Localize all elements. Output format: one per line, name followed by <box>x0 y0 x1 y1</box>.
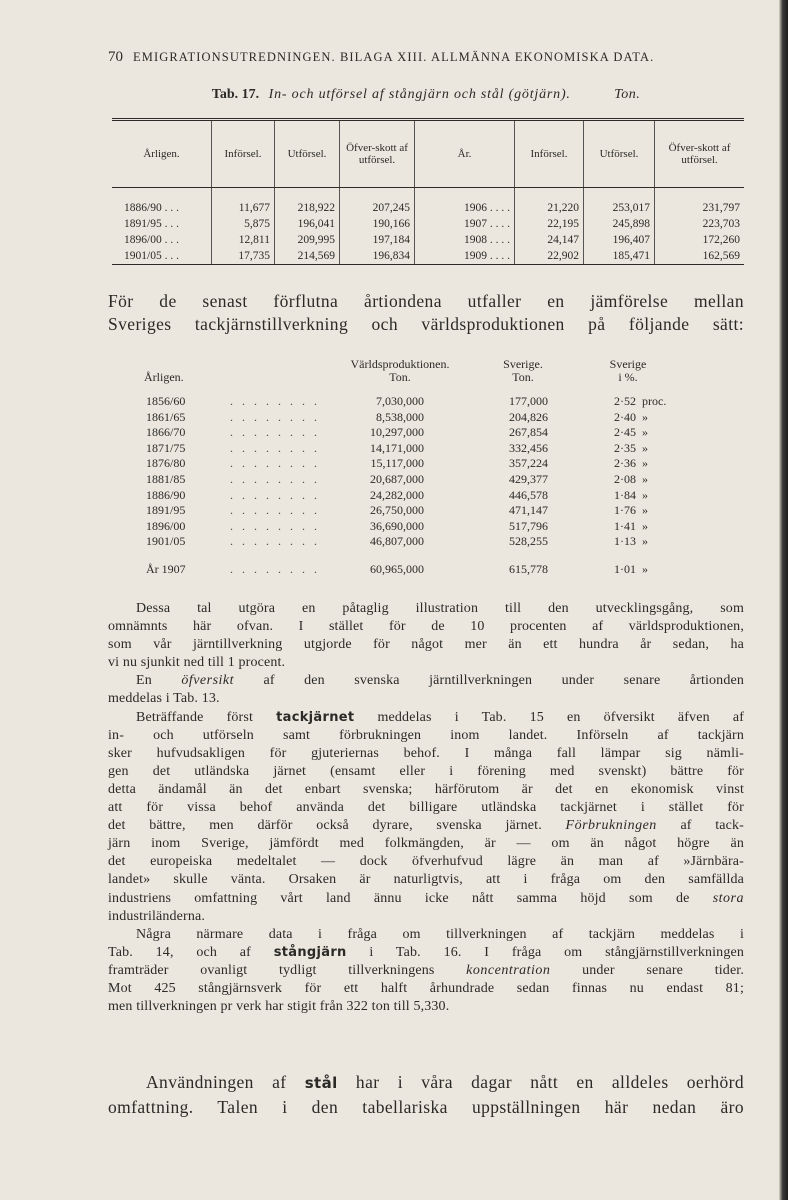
table17-cell: 17,735 <box>212 248 275 265</box>
table17-cell: 11,677 <box>212 200 275 216</box>
table17-header: Öfver-skott af utförsel. <box>340 120 415 188</box>
row-year: 1896/00 <box>146 518 186 533</box>
text-run: af tack- <box>656 818 744 834</box>
leader-dots: . . . . . . . . <box>230 456 320 471</box>
table17-cell: 223,703 <box>655 216 745 232</box>
table17-header: Öfver-skott af utförsel. <box>655 120 745 188</box>
table17-cell: 196,407 <box>584 232 655 248</box>
table17-cell: 1886/90 . . . <box>124 202 179 214</box>
table17-cell: 207,245 <box>340 200 415 216</box>
text-line <box>108 962 744 980</box>
row-world: 26,750,000 <box>370 503 424 518</box>
table17-cell: 196,834 <box>340 248 415 265</box>
world-table-row <box>108 410 744 426</box>
table17-cell: 1909 . . . . <box>415 248 515 265</box>
row-unit: » <box>642 534 648 549</box>
table17-header: Införsel. <box>212 120 275 188</box>
row-sweden: 446,578 <box>509 487 548 502</box>
text-line: att för vissa behof använda det billigare utländska tackjärnet i stället för <box>108 800 744 816</box>
world-table-total-row <box>108 562 744 578</box>
table17-row <box>112 200 744 216</box>
text-run: af den svenska järntillverkningen under senare årtionden <box>234 673 744 689</box>
table17-cell: 214,569 <box>275 248 340 265</box>
row-year: 1901/05 <box>146 534 186 549</box>
table17-row <box>112 232 744 248</box>
table17-cell: 196,041 <box>275 216 340 232</box>
table17-cell: 1891/95 . . . <box>124 218 179 230</box>
text-line: meddelas i Tab. 13. <box>108 691 220 707</box>
text-run: Beträffande först <box>136 709 277 725</box>
bold-term: stångjärn <box>273 944 347 960</box>
table17-cell: 209,995 <box>275 232 340 248</box>
italic-term: öfversikt <box>181 673 235 689</box>
row-sweden: 332,456 <box>509 440 548 455</box>
leader-dots: . . . . . . . . <box>230 561 320 576</box>
row-percent: 2·08 <box>614 471 636 486</box>
table17-cell: 5,875 <box>212 216 275 232</box>
text-line: järn inom Sverige, jämfördt med folkmängden, är — om än något högre än <box>108 836 744 852</box>
text-run: det bättre, men därför också dyrare, svenska järnet. <box>108 818 542 834</box>
world-table-header <box>108 358 744 394</box>
table17 <box>112 118 744 265</box>
text-line <box>108 672 744 690</box>
table17-row <box>112 248 744 265</box>
table17-cell: 245,898 <box>584 216 655 232</box>
total-year: År 1907 <box>146 561 186 576</box>
header-percent: Sverige <box>609 357 647 371</box>
text-run: meddelas i Tab. 15 en öfversikt äfven af <box>354 709 745 725</box>
text-run: under senare tider. <box>550 962 744 978</box>
header-world-unit: Ton. <box>389 370 411 384</box>
text-run: Tab. 14, och af <box>108 944 274 960</box>
row-year: 1861/65 <box>146 409 186 424</box>
leader-dots: . . . . . . . . <box>230 503 320 518</box>
world-table-row <box>108 394 744 410</box>
world-table-row <box>108 534 744 550</box>
table17-cell: 22,195 <box>515 216 584 232</box>
text-line <box>108 890 744 908</box>
text-line: Några närmare data i fråga om tillverkningen af tackjärn meddelas i <box>136 926 744 942</box>
text-run: industriens omfattning vårt land ännu icke nått samma höjd som de <box>108 890 713 906</box>
intro-line: Sveriges tackjärnstillverkning och världsproduktionen på följande sätt: <box>108 314 744 334</box>
leader-dots: . . . . . . . . <box>230 394 320 408</box>
table17-label: Tab. 17. <box>211 87 260 102</box>
row-year: 1856/60 <box>146 394 186 408</box>
body-text <box>108 600 744 1016</box>
row-unit: » <box>642 471 648 486</box>
row-percent: 2·35 <box>614 440 636 455</box>
row-unit: » <box>642 487 648 502</box>
text-line <box>108 944 744 962</box>
row-world: 24,282,000 <box>370 487 424 502</box>
table17-cell: 172,260 <box>655 232 745 248</box>
text-line: Dessa tal utgöra en påtaglig illustration till den utvecklingsgång, som <box>136 601 744 616</box>
world-table-row <box>108 503 744 519</box>
text-line: in- och utförseln samt förbrukningen inom landet. Införseln af tackjärn <box>108 727 744 743</box>
table17-cell: 1896/00 . . . <box>124 234 179 246</box>
text-line: omnämnts här ofvan. I stället för de 10 procenten af världsproduktionen, <box>108 619 744 635</box>
row-sweden: 528,255 <box>509 534 548 549</box>
row-percent: 1·41 <box>614 518 636 533</box>
row-year: 1876/80 <box>146 456 186 471</box>
table17-cell: 24,147 <box>515 232 584 248</box>
italic-term: koncentration <box>466 962 551 978</box>
world-table-row <box>108 425 744 441</box>
row-percent: 1·13 <box>614 534 636 549</box>
table17-cell: 185,471 <box>584 248 655 265</box>
row-sweden: 177,000 <box>509 394 548 408</box>
row-sweden: 429,377 <box>509 471 548 486</box>
row-unit: proc. <box>642 394 667 408</box>
leader-dots: . . . . . . . . <box>230 440 320 455</box>
row-world: 15,117,000 <box>370 456 424 471</box>
text-line: industriländerna. <box>108 908 206 924</box>
text-run: Användningen af <box>146 1072 305 1092</box>
text-line: detta ändamål än det enbart svenska; härförutom är det en ekonomisk vinst <box>108 781 744 797</box>
table17-cell: 190,166 <box>340 216 415 232</box>
table17-spacer <box>112 188 744 201</box>
row-year: 1871/75 <box>146 440 186 455</box>
text-line: men tillverkningen pr verk har stigit från 322 ton till 5,330. <box>108 999 450 1015</box>
header-sweden-unit: Ton. <box>512 370 534 384</box>
row-unit: » <box>642 518 648 533</box>
world-table-row <box>108 456 744 472</box>
leader-dots: . . . . . . . . <box>230 487 320 502</box>
italic-term: stora <box>712 890 744 906</box>
table17-cell: 218,922 <box>275 200 340 216</box>
leader-dots: . . . . . . . . <box>230 409 320 424</box>
row-sweden: 204,826 <box>509 409 548 424</box>
table17-title <box>108 87 744 103</box>
table17-cell: 231,797 <box>655 200 745 216</box>
row-sweden: 267,854 <box>509 425 548 440</box>
table17-cell: 1906 . . . . <box>415 200 515 216</box>
text-run: har i våra dagar nått en alldeles oerhörd <box>337 1072 744 1092</box>
page-edge-shadow <box>779 0 788 1200</box>
table17-header: Införsel. <box>515 120 584 188</box>
world-production-table <box>108 358 744 578</box>
text-line: som vår järntillverkning utgjorde för något mer än ett hundra år sedan, ha <box>108 637 744 653</box>
text-run: i Tab. 16. I fråga om stångjärnstillverkningen <box>346 944 744 960</box>
row-unit: » <box>642 440 648 455</box>
leader-dots: . . . . . . . . <box>230 534 320 549</box>
table17-row <box>112 216 744 232</box>
text-line: sker hufvudsakligen för gjuteriernas behof. I många fall lämpar sig nämli- <box>108 745 744 761</box>
row-world: 36,690,000 <box>370 518 424 533</box>
row-year: 1891/95 <box>146 503 186 518</box>
table17-cell: 1901/05 . . . <box>112 248 212 265</box>
row-world: 14,171,000 <box>370 440 424 455</box>
table17-header-row <box>112 120 744 188</box>
text-line: landet» skulle vänta. Orsaken är naturligtvis, att i fråga om den samfällda <box>108 872 744 888</box>
row-world: 20,687,000 <box>370 471 424 486</box>
total-percent: 1·01 <box>614 561 636 576</box>
running-head <box>108 49 744 66</box>
text-line: gen det utländska järnet (ensamt eller i förening med svenskt) bättre för <box>108 763 744 779</box>
total-world: 60,965,000 <box>370 561 424 576</box>
total-sweden: 615,778 <box>509 561 548 576</box>
row-unit: » <box>642 425 648 440</box>
row-percent: 2·52 <box>614 394 636 408</box>
row-year: 1881/85 <box>146 471 186 486</box>
text-line <box>108 817 744 835</box>
row-unit: » <box>642 409 648 424</box>
header-world: Världsproduktionen. <box>350 357 450 371</box>
table17-cell: 162,569 <box>655 248 745 265</box>
row-percent: 2·40 <box>614 409 636 424</box>
row-world: 46,807,000 <box>370 534 424 549</box>
total-unit: » <box>642 561 648 576</box>
table17-cell: 21,220 <box>515 200 584 216</box>
table17-unit: Ton. <box>614 87 641 102</box>
row-year: 1886/90 <box>146 487 186 502</box>
running-head-title: EMIGRATIONSUTREDNINGEN. BILAGA XIII. ALLMÄNNA EKONOMISKA DATA. <box>133 50 655 64</box>
page-number: 70 <box>108 49 123 65</box>
table17-cell: 197,184 <box>340 232 415 248</box>
text-line: vi nu sjunkit ned till 1 procent. <box>108 655 286 671</box>
world-table-row <box>108 441 744 457</box>
leader-dots: . . . . . . . . <box>230 518 320 533</box>
leader-dots: . . . . . . . . <box>230 471 320 486</box>
row-percent: 1·84 <box>614 487 636 502</box>
header-year: Årligen. <box>144 370 184 384</box>
row-percent: 2·36 <box>614 456 636 471</box>
world-table-row <box>108 472 744 488</box>
italic-term: Förbrukningen <box>565 818 657 834</box>
world-table-row <box>108 519 744 535</box>
text-line: det europeiska medeltalet — dock öfverhufvud lägre än man af »Järnbära- <box>108 854 744 870</box>
text-line: Mot 425 stångjärnsverk för ett halft århundrade sedan finnas nu endast 81; <box>108 980 744 996</box>
text-line <box>108 709 744 727</box>
row-unit: » <box>642 503 648 518</box>
leader-dots: . . . . . . . . <box>230 425 320 440</box>
text-line: omfattning. Talen i den tabellariska uppställningen här nedan äro <box>108 1097 744 1117</box>
row-sweden: 517,796 <box>509 518 548 533</box>
text-run: En <box>136 673 182 689</box>
row-world: 10,297,000 <box>370 425 424 440</box>
table17-cell: 1907 . . . . <box>415 216 515 232</box>
table17-cell: 1908 . . . . <box>415 232 515 248</box>
row-world: 7,030,000 <box>376 394 424 408</box>
table17-header: År. <box>415 120 515 188</box>
table17-header: Utförsel. <box>584 120 655 188</box>
intro-paragraph <box>108 290 744 336</box>
table17-header: Årligen. <box>112 120 212 188</box>
row-unit: » <box>642 456 648 471</box>
row-percent: 1·76 <box>614 503 636 518</box>
table17-cell: 22,902 <box>515 248 584 265</box>
world-table-rows <box>108 394 744 550</box>
text-run: framträder ovanligt tydligt tillverkningens <box>108 962 467 978</box>
final-paragraph <box>108 1070 744 1119</box>
world-table-row <box>108 488 744 504</box>
table17-cell: 12,811 <box>212 232 275 248</box>
table17-caption: In- och utförsel af stångjärn och stål (götjärn). <box>268 87 571 102</box>
text-line <box>108 1070 744 1095</box>
row-sweden: 471,147 <box>509 503 548 518</box>
bold-term: stål <box>304 1074 338 1092</box>
header-percent-unit: i %. <box>618 370 638 384</box>
table17-cell: 253,017 <box>584 200 655 216</box>
bold-term: tackjärnet <box>276 709 355 725</box>
row-year: 1866/70 <box>146 425 186 440</box>
table17-header: Utförsel. <box>275 120 340 188</box>
row-percent: 2·45 <box>614 425 636 440</box>
row-sweden: 357,224 <box>509 456 548 471</box>
intro-line: För de senast förflutna årtiondena utfaller en jämförelse mellan <box>108 291 744 311</box>
row-world: 8,538,000 <box>376 409 424 424</box>
header-sweden: Sverige. <box>503 357 543 371</box>
